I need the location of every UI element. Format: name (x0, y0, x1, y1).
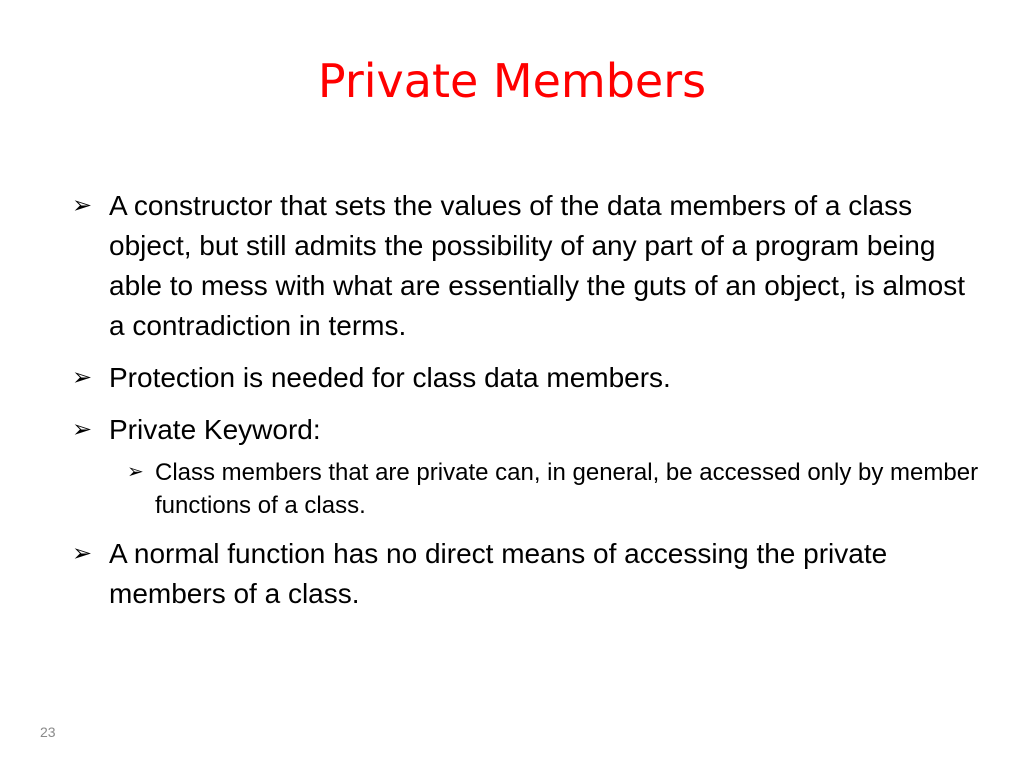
sub-bullet-text: Class members that are private can, in general, be accessed only by member functions of a class. (155, 459, 979, 519)
bullet-text: A constructor that sets the values of the data members of a class object, but still admits the possibility of any part of a program being able to mess with what are essentially the guts of an object, is almost a contradiction in terms. (109, 190, 965, 341)
bullet-item (72, 534, 982, 614)
slide-title: Private Members (317, 54, 707, 108)
bullet-list (72, 186, 982, 626)
bullet-text: Private Keyword: (109, 414, 321, 445)
arrow-bullet-icon: ➢ (72, 364, 93, 391)
bullet-text: A normal function has no direct means of accessing the private members of a class. (109, 538, 888, 609)
arrow-bullet-icon: ➢ (72, 416, 93, 443)
bullet-text: Protection is needed for class data members. (109, 362, 671, 393)
bullet-item (72, 358, 982, 398)
page-number: 23 (40, 724, 56, 740)
bullet-item (72, 186, 982, 346)
arrow-bullet-icon: ➢ (127, 461, 144, 483)
arrow-bullet-icon: ➢ (72, 540, 93, 567)
sub-bullet-item (127, 456, 982, 522)
bullet-item (72, 410, 982, 450)
arrow-bullet-icon: ➢ (72, 192, 93, 219)
